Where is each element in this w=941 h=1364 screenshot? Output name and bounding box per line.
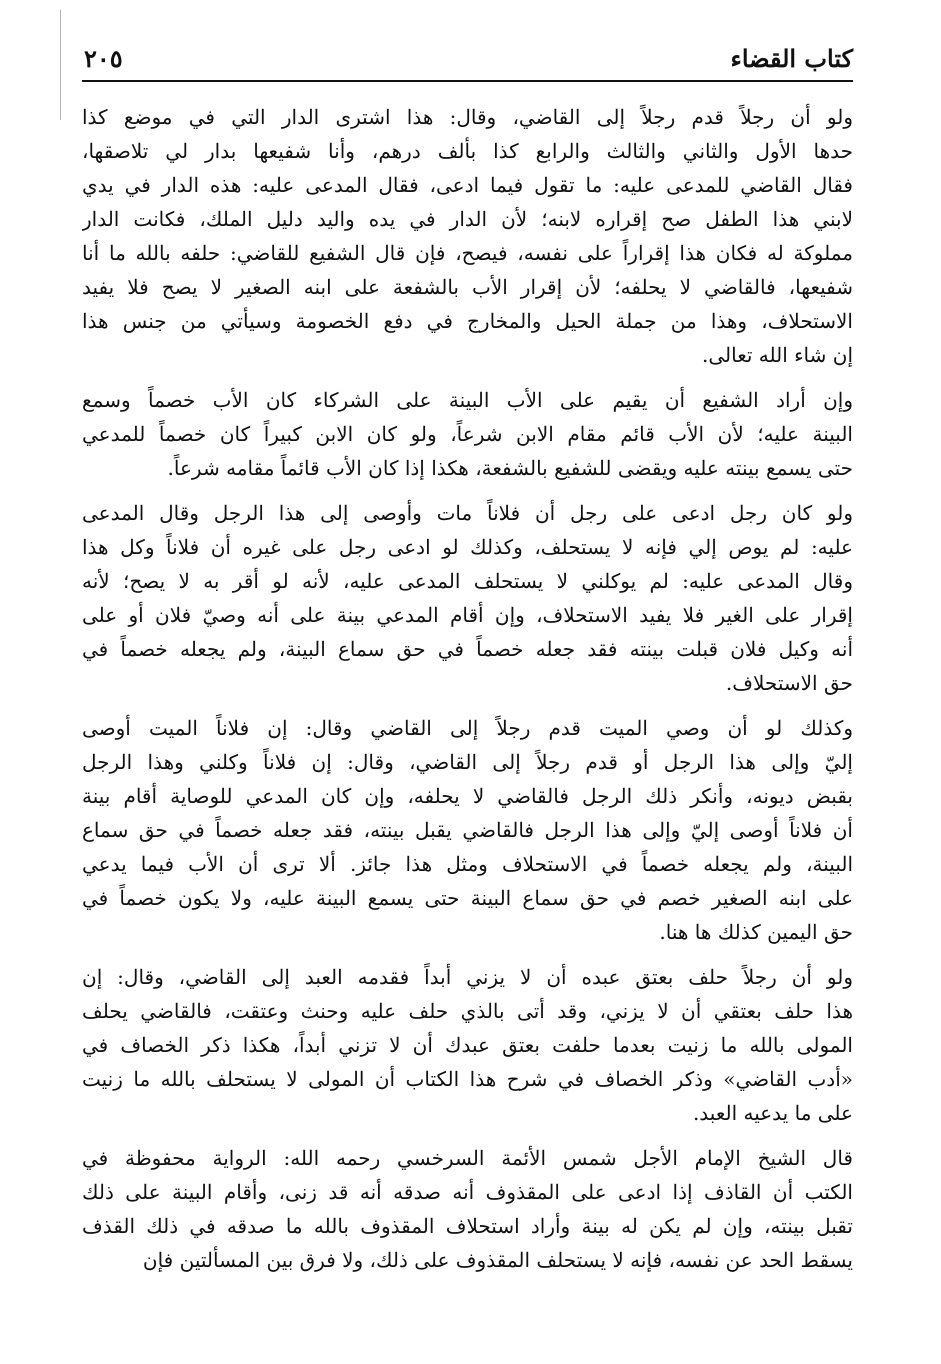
text-line: حق الاستحلاف. [725, 671, 853, 695]
text-line: هذا حلف بعتقي أن لا يزني، وقد أتى بالذي حلف عليه وحنث وعتقت، فالقاضي يحلف [82, 999, 853, 1023]
text-line: على ما يدعيه العبد. [692, 1101, 853, 1125]
margin-rule [60, 10, 61, 120]
text-line: «أدب القاضي» وذكر الخصاف في شرح هذا الكتاب أن المولى لا يستحلف بالله ما زنيت [82, 1067, 853, 1091]
text-line: يسقط الحد عن نفسه، فإنه لا يستحلف المقذوف على ذلك، ولا فرق بين المسألتين فإن [142, 1248, 853, 1272]
text-line: قال الشيخ الإمام الأجل شمس الأئمة السرخسي رحمه الله: الرواية محفوظة في [82, 1146, 853, 1170]
text-line: على ابنه الصغير خصم في حق سماع البينة حتى يسمع البينة عليه، ولا يكون خصماً في [82, 886, 853, 910]
paragraph [82, 383, 853, 485]
text-line: ولو أن رجلاً قدم رجلاً إلى القاضي، وقال: هذا اشترى الدار التي في موضع كذا [82, 105, 853, 129]
text-line: وإن أراد الشفيع أن يقيم على الأب البينة على الشركاء كان الأب خصماً وسمع [82, 388, 853, 412]
text-line: المولى بالله ما زنيت بعدما حلفت بعتق عبدك أن لا تزني أبداً، هكذا ذكر الخصاف في [82, 1033, 853, 1057]
paragraph [82, 711, 853, 949]
text-line: حدها الأول والثاني والثالث والرابع كذا بألف درهم، وأنا شفيعها بدار لي تلاصقها، [82, 139, 853, 163]
text-line: حتى يسمع بينته عليه ويقضى للشفيع بالشفعة، هكذا إذا كان الأب قائماً مقامه شرعاً. [167, 456, 853, 480]
page-header [82, 40, 853, 82]
text-line: فقال القاضي للمدعى عليه: ما تقول فيما ادعى، فقال المدعى عليه: هذه الدار في يدي [82, 173, 853, 197]
text-line: إن شاء الله تعالى. [702, 343, 853, 367]
text-line: مملوكة له فكان هذا إقراراً على نفسه، فيصح، فإن قال الشفيع للقاضي: حلفه بالله ما أنا [82, 241, 853, 265]
paragraph [82, 496, 853, 700]
text-line: وقال المدعى عليه: لم يوكلني لا يستحلف المدعى عليه، لأنه لو أقر به لا يصح؛ لأنه [82, 569, 853, 593]
text-line: الاستحلاف، وهذا من جملة الحيل والمخارج في دفع الخصومة وسيأتي من جنس هذا [82, 309, 853, 333]
text-line: ولو كان رجل ادعى على رجل أن فلاناً مات وأوصى إلى هذا الرجل وقال المدعى [82, 501, 853, 525]
text-line: البينة عليه؛ لأن الأب قائم مقام الابن شرعاً، ولو كان الابن كبيراً كان خصماً للمدعي [82, 422, 853, 446]
text-line: تقبل بينته، وإن لم يكن له بينة وأراد استحلاف المقذوف بالله ما صدقه في ذلك القذف [82, 1214, 853, 1238]
text-line: بقبض ديونه، وأنكر ذلك الرجل فالقاضي لا يحلفه، وإن كان المدعي للوصاية أقام بينة [82, 784, 853, 808]
text-line: ولو أن رجلاً حلف بعتق عبده أن لا يزني أبداً فقدمه العبد إلى القاضي، وقال: إن [82, 965, 853, 989]
text-line: شفيعها، فالقاضي لا يحلفه؛ لأن إقرار الأب بالشفعة على ابنه الصغير لا يصح فلا يفيد [82, 275, 853, 299]
text-line: عليه: لم يوص إلي فإنه لا يستحلف، وكذلك لو ادعى رجل على غيره أن فلاناً وكل هذا [82, 535, 853, 559]
text-line: أن فلاناً أوصى إليّ وإلى هذا الرجل فالقاضي يقبل بينته، فقد جعله خصماً في حق سماع [82, 818, 853, 842]
text-line: إقرار على الغير فلا يفيد الاستحلاف، وإن أقام المدعي بينة على أنه وصيّ فلان أو على [82, 603, 853, 627]
text-line: لابني هذا الطفل صح إقراره لابنه؛ لأن الدار في يده واليد دليل الملك، فكانت الدار [82, 207, 853, 231]
text-line: الكتب أن القاذف إذا ادعى على المقذوف أنه صدقه أنه قد زنى، وأقام البينة على ذلك [82, 1180, 853, 1204]
text-line: وكذلك لو أن وصي الميت قدم رجلاً إلى القاضي وقال: إن فلاناً الميت أوصى [82, 716, 853, 740]
text-line: البينة، ولم يجعله خصماً في الاستحلاف ومثل هذا جائز. ألا ترى أن الأب فيما يدعي [82, 852, 853, 876]
text-line: إليّ وإلى هذا الرجل أو قدم رجلاً إلى القاضي، وقال: إن فلاناً وكلني وهذا الرجل [82, 750, 853, 774]
text-line: أنه وكيل فلان قبلت بينته فقد جعله خصماً في حق سماع البينة، ولم يجعله خصماً في [82, 637, 853, 661]
paragraph [82, 100, 853, 372]
text-line: حق اليمين كذلك ها هنا. [659, 920, 853, 944]
page-body [82, 100, 853, 1364]
page-number: ٢٠٥ [84, 44, 123, 73]
paragraph [82, 960, 853, 1130]
book-title: كتاب القضاء [730, 44, 853, 73]
paragraph [82, 1141, 853, 1277]
